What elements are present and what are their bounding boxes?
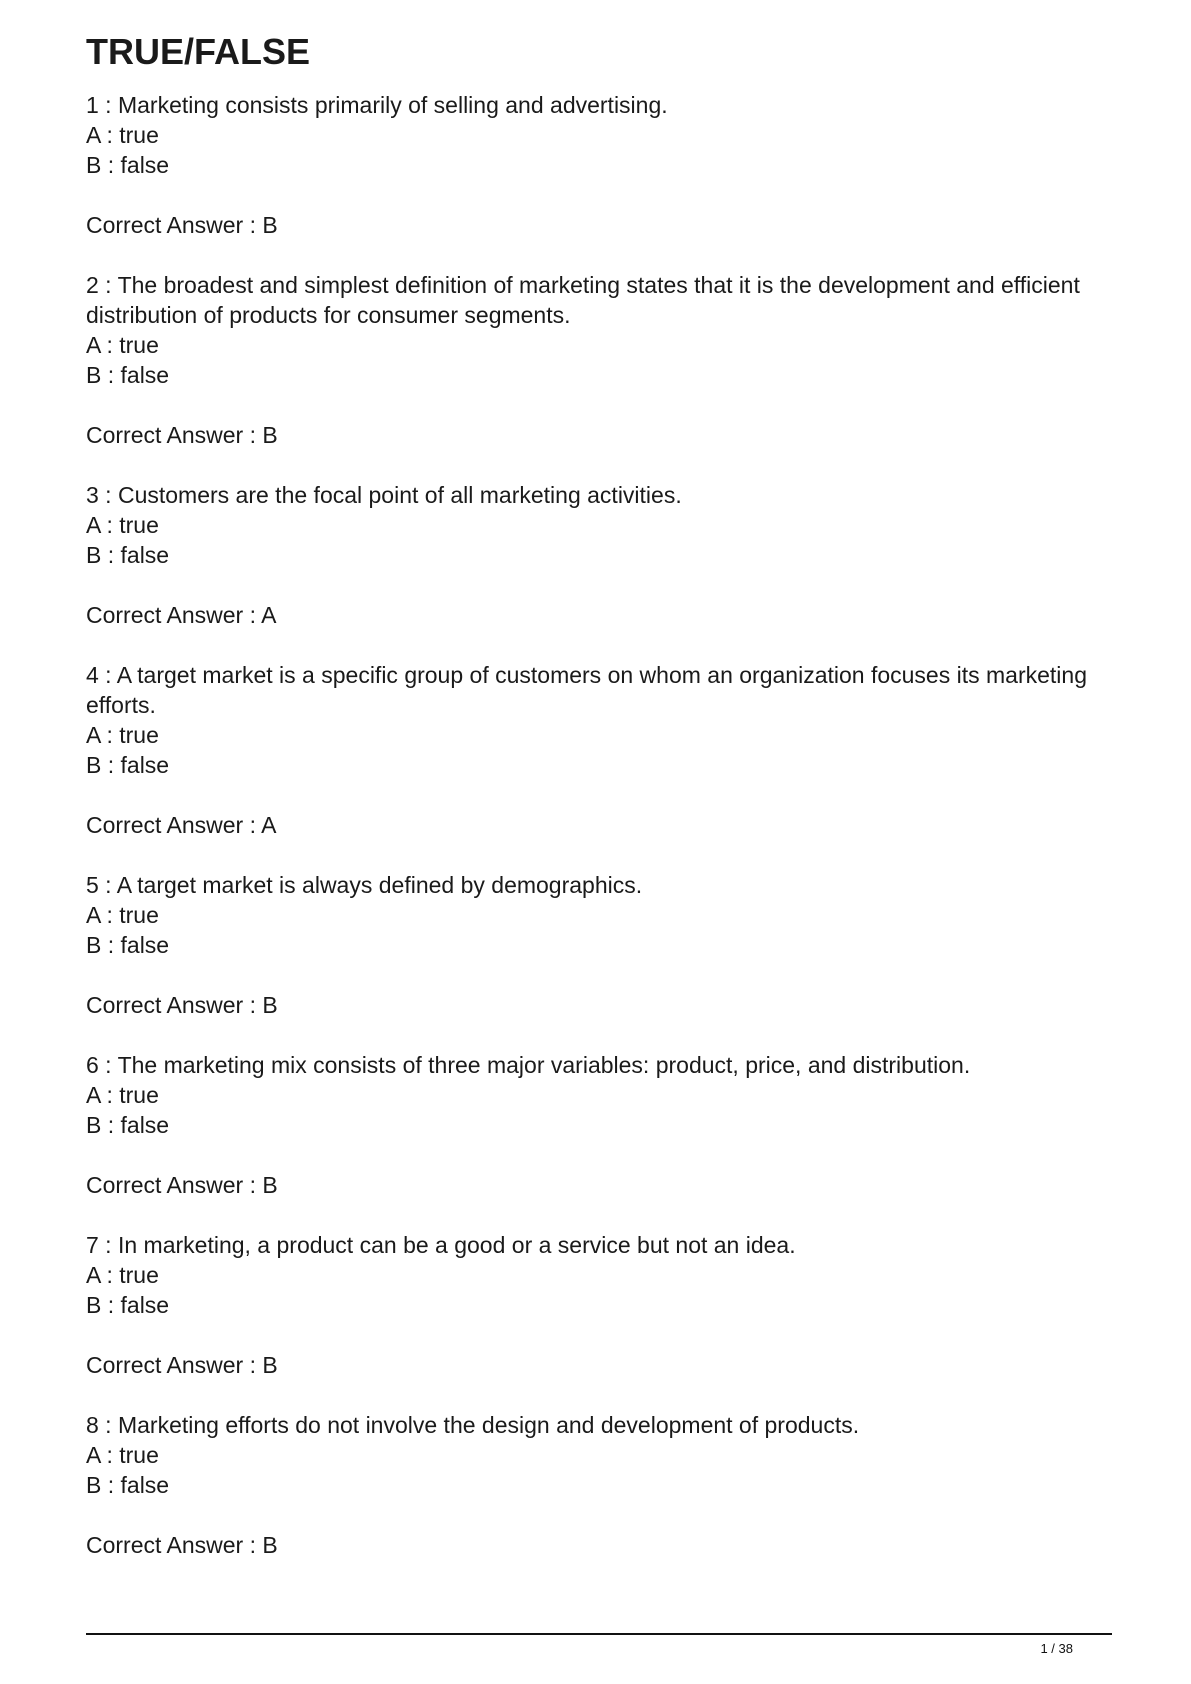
option-text: false	[120, 152, 170, 178]
correct-answer-label: Correct Answer :	[86, 602, 261, 628]
option-text: true	[119, 1082, 159, 1108]
question-item	[86, 660, 1106, 840]
question-statement: Marketing consists primarily of selling and advertising.	[117, 92, 668, 118]
question-item	[86, 1050, 1106, 1200]
correct-answer-label: Correct Answer :	[86, 422, 262, 448]
answer-option	[86, 930, 1106, 960]
option-letter: B :	[86, 752, 121, 778]
option-text: false	[120, 1472, 170, 1498]
option-letter: B :	[86, 1292, 121, 1318]
option-text: true	[119, 122, 159, 148]
correct-answer	[86, 420, 1106, 450]
page-heading: TRUE/FALSE	[86, 31, 311, 72]
option-letter: A :	[86, 722, 119, 748]
question-statement: In marketing, a product can be a good or a service but not an idea.	[117, 1232, 796, 1258]
option-text: true	[119, 1442, 159, 1468]
question-item	[86, 1410, 1106, 1560]
question-item	[86, 90, 1106, 240]
answer-option	[86, 1440, 1106, 1470]
footer-divider	[86, 1633, 1112, 1635]
question-text	[86, 660, 1106, 720]
option-letter: A :	[86, 332, 119, 358]
answer-option	[86, 540, 1106, 570]
correct-answer	[86, 600, 1106, 630]
question-statement: Customers are the focal point of all marketing activities.	[117, 482, 682, 508]
page-footer	[86, 1633, 1112, 1656]
answer-option	[86, 510, 1106, 540]
correct-answer-value: B	[262, 1172, 278, 1198]
correct-answer-value: A	[261, 602, 277, 628]
correct-answer-value: B	[262, 992, 278, 1018]
option-text: true	[119, 722, 159, 748]
question-list	[86, 90, 1106, 1560]
option-letter: B :	[86, 152, 121, 178]
question-number: 4 :	[86, 662, 117, 688]
option-text: true	[119, 902, 159, 928]
answer-option	[86, 120, 1106, 150]
question-statement: A target market is a specific group of customers on whom an organization focuses its marketing efforts.	[86, 662, 1087, 718]
question-number: 7 :	[86, 1232, 118, 1258]
correct-answer-value: B	[262, 422, 278, 448]
option-text: false	[120, 932, 170, 958]
answer-option	[86, 720, 1106, 750]
document-page	[86, 30, 1106, 1590]
question-number: 8 :	[86, 1412, 118, 1438]
question-text	[86, 1050, 1106, 1080]
question-number: 6 :	[86, 1052, 118, 1078]
answer-option	[86, 1080, 1106, 1110]
option-text: true	[119, 1262, 159, 1288]
correct-answer-label: Correct Answer :	[86, 812, 261, 838]
correct-answer	[86, 1350, 1106, 1380]
answer-option	[86, 150, 1106, 180]
question-statement: Marketing efforts do not involve the design and development of products.	[117, 1412, 860, 1438]
question-text	[86, 870, 1106, 900]
correct-answer-value: B	[262, 1532, 278, 1558]
correct-answer-value: B	[262, 212, 278, 238]
question-text	[86, 480, 1106, 510]
correct-answer	[86, 990, 1106, 1020]
option-text: true	[119, 332, 159, 358]
option-letter: B :	[86, 932, 121, 958]
correct-answer-label: Correct Answer :	[86, 1532, 262, 1558]
option-text: false	[120, 752, 170, 778]
question-number: 5 :	[86, 872, 117, 898]
page-number: 1 / 38	[1040, 1641, 1073, 1656]
question-text	[86, 1410, 1106, 1440]
question-text	[86, 270, 1106, 330]
option-text: true	[119, 512, 159, 538]
correct-answer	[86, 210, 1106, 240]
option-letter: A :	[86, 902, 119, 928]
option-letter: B :	[86, 542, 121, 568]
correct-answer	[86, 810, 1106, 840]
correct-answer-label: Correct Answer :	[86, 992, 262, 1018]
option-letter: A :	[86, 1082, 119, 1108]
question-item	[86, 1230, 1106, 1380]
option-letter: B :	[86, 1472, 121, 1498]
option-letter: B :	[86, 1112, 121, 1138]
question-item	[86, 480, 1106, 630]
option-letter: A :	[86, 122, 119, 148]
option-text: false	[120, 542, 170, 568]
option-letter: B :	[86, 362, 121, 388]
question-text	[86, 90, 1106, 120]
answer-option	[86, 330, 1106, 360]
answer-option	[86, 750, 1106, 780]
correct-answer-label: Correct Answer :	[86, 212, 262, 238]
question-number: 1 :	[86, 92, 118, 118]
question-number: 3 :	[86, 482, 118, 508]
question-statement: The broadest and simplest definition of marketing states that it is the development and efficient distribution of products for consumer segments.	[86, 272, 1080, 328]
question-item	[86, 870, 1106, 1020]
question-item	[86, 270, 1106, 450]
correct-answer-value: A	[261, 812, 277, 838]
question-number: 2 :	[86, 272, 118, 298]
question-statement: A target market is always defined by demographics.	[116, 872, 643, 898]
correct-answer-label: Correct Answer :	[86, 1172, 262, 1198]
option-text: false	[120, 1292, 170, 1318]
correct-answer-label: Correct Answer :	[86, 1352, 262, 1378]
answer-option	[86, 900, 1106, 930]
answer-option	[86, 360, 1106, 390]
answer-option	[86, 1470, 1106, 1500]
answer-option	[86, 1110, 1106, 1140]
option-text: false	[120, 1112, 170, 1138]
question-statement: The marketing mix consists of three major variables: product, price, and distribution.	[117, 1052, 971, 1078]
correct-answer-value: B	[262, 1352, 278, 1378]
option-text: false	[120, 362, 170, 388]
question-text	[86, 1230, 1106, 1260]
answer-option	[86, 1290, 1106, 1320]
option-letter: A :	[86, 1262, 119, 1288]
option-letter: A :	[86, 512, 119, 538]
answer-option	[86, 1260, 1106, 1290]
correct-answer	[86, 1170, 1106, 1200]
correct-answer	[86, 1530, 1106, 1560]
option-letter: A :	[86, 1442, 119, 1468]
